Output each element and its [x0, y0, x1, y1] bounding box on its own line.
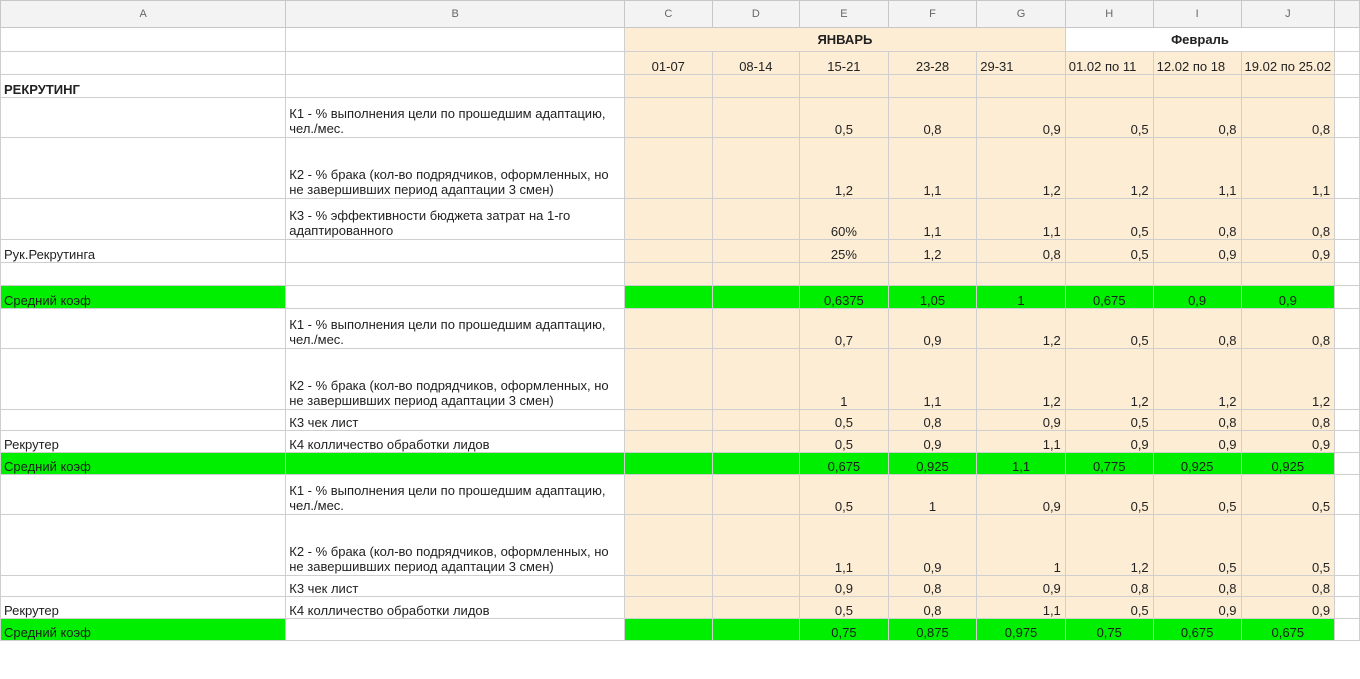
value-cell[interactable]: 0,8 — [1241, 199, 1335, 240]
table-row — [1, 199, 1360, 240]
value-cell[interactable]: 0,8 — [888, 98, 977, 138]
week-header[interactable]: 19.02 по 25.02 — [1241, 52, 1335, 75]
cell[interactable] — [625, 98, 713, 138]
value-cell[interactable]: 0,5 — [1065, 597, 1153, 619]
role-label[interactable]: Рук.Рекрутинга — [1, 240, 286, 263]
value-cell[interactable]: 0,5 — [800, 431, 889, 453]
cell[interactable] — [625, 619, 713, 641]
avg-value[interactable]: 1 — [977, 286, 1066, 309]
value-cell[interactable]: 0,8 — [1241, 410, 1335, 431]
week-header[interactable]: 01-07 — [625, 52, 713, 75]
value-cell[interactable]: 0,5 — [1065, 240, 1153, 263]
value-cell[interactable]: 0,8 — [1065, 576, 1153, 597]
table-row — [1, 475, 1360, 515]
cell[interactable] — [286, 453, 625, 475]
cell[interactable] — [286, 263, 625, 286]
avg-label[interactable]: Средний коэф — [1, 619, 286, 641]
cell[interactable] — [712, 576, 800, 597]
cell[interactable] — [1335, 619, 1360, 641]
avg-value[interactable]: 0,875 — [888, 619, 977, 641]
table-row — [1, 309, 1360, 349]
cell[interactable] — [1335, 576, 1360, 597]
average-row — [1, 286, 1360, 309]
kpi-label[interactable]: К1 - % выполнения цели по прошедшим адаптацию, чел./мес. — [286, 309, 625, 349]
column-header-g[interactable]: G — [977, 1, 1066, 28]
cell[interactable] — [1065, 263, 1153, 286]
cell[interactable] — [712, 199, 800, 240]
kpi-label[interactable]: К3 - % эффективности бюджета затрат на 1-го адаптированного — [286, 199, 625, 240]
avg-value[interactable]: 0,675 — [1065, 286, 1153, 309]
value-cell[interactable]: 0,8 — [1153, 309, 1241, 349]
value-cell[interactable]: 1,1 — [888, 349, 977, 410]
value-cell[interactable]: 0,5 — [1065, 309, 1153, 349]
cell[interactable] — [1335, 28, 1360, 52]
value-cell[interactable]: 0,8 — [1241, 98, 1335, 138]
kpi-label[interactable]: К2 - % брака (кол-во подрядчиков, оформленных, но не завершивших период адаптации 3 смен) — [286, 515, 625, 576]
cell[interactable] — [1, 576, 286, 597]
cell[interactable] — [1, 263, 286, 286]
cell[interactable] — [1, 349, 286, 410]
table-row — [1, 240, 1360, 263]
value-cell[interactable]: 0,8 — [1241, 309, 1335, 349]
kpi-label[interactable]: К4 колличество обработки лидов — [286, 597, 625, 619]
cell[interactable] — [286, 52, 625, 75]
cell[interactable] — [1335, 410, 1360, 431]
value-cell[interactable]: 0,5 — [1065, 410, 1153, 431]
cell[interactable] — [625, 410, 713, 431]
value-cell[interactable]: 0,5 — [1065, 199, 1153, 240]
column-header-d[interactable]: D — [712, 1, 800, 28]
value-cell[interactable]: 1,1 — [977, 597, 1066, 619]
value-cell[interactable]: 0,9 — [888, 309, 977, 349]
value-cell[interactable]: 0,5 — [1241, 515, 1335, 576]
cell[interactable] — [625, 597, 713, 619]
week-header[interactable]: 01.02 по 11 — [1065, 52, 1153, 75]
average-row — [1, 453, 1360, 475]
cell[interactable] — [625, 138, 713, 199]
value-cell[interactable]: 1 — [800, 349, 889, 410]
value-cell[interactable]: 0,5 — [1065, 98, 1153, 138]
role-label[interactable]: Рекрутер — [1, 597, 286, 619]
cell[interactable] — [625, 576, 713, 597]
average-row — [1, 619, 1360, 641]
kpi-label[interactable]: К1 - % выполнения цели по прошедшим адаптацию, чел./мес. — [286, 475, 625, 515]
table-row — [1, 263, 1360, 286]
avg-value[interactable]: 0,75 — [800, 619, 889, 641]
value-cell[interactable]: 1,1 — [1153, 138, 1241, 199]
cell[interactable] — [1335, 597, 1360, 619]
cell[interactable] — [1, 410, 286, 431]
table-row — [1, 410, 1360, 431]
cell[interactable] — [1, 138, 286, 199]
cell[interactable] — [1153, 75, 1241, 98]
cell[interactable] — [625, 475, 713, 515]
value-cell[interactable]: 0,8 — [1153, 576, 1241, 597]
value-cell[interactable]: 1,2 — [977, 349, 1066, 410]
value-cell[interactable]: 1,2 — [1065, 349, 1153, 410]
value-cell[interactable]: 0,8 — [888, 576, 977, 597]
cell[interactable] — [800, 263, 889, 286]
value-cell[interactable]: 0,9 — [1241, 597, 1335, 619]
value-cell[interactable]: 1,2 — [1065, 138, 1153, 199]
value-cell[interactable]: 0,8 — [888, 410, 977, 431]
value-cell[interactable]: 0,9 — [1241, 431, 1335, 453]
cell[interactable] — [1, 309, 286, 349]
value-cell[interactable]: 1,2 — [977, 138, 1066, 199]
value-cell[interactable]: 0,7 — [800, 309, 889, 349]
cell[interactable] — [1335, 138, 1360, 199]
role-label[interactable]: Рекрутер — [1, 431, 286, 453]
cell[interactable] — [1241, 263, 1335, 286]
cell[interactable] — [712, 138, 800, 199]
kpi-label[interactable]: К1 - % выполнения цели по прошедшим адаптацию, чел./мес. — [286, 98, 625, 138]
cell[interactable] — [286, 240, 625, 263]
value-cell[interactable]: 0,9 — [977, 475, 1066, 515]
table-row — [1, 431, 1360, 453]
avg-value[interactable]: 0,675 — [1153, 619, 1241, 641]
value-cell[interactable]: 1,2 — [1065, 515, 1153, 576]
cell[interactable] — [712, 286, 800, 309]
value-cell[interactable]: 0,8 — [888, 597, 977, 619]
cell[interactable] — [712, 410, 800, 431]
cell[interactable] — [286, 75, 625, 98]
value-cell[interactable]: 0,8 — [977, 240, 1066, 263]
cell[interactable] — [625, 263, 713, 286]
column-header-b[interactable]: B — [286, 1, 625, 28]
avg-value[interactable]: 1,05 — [888, 286, 977, 309]
value-cell[interactable]: 1,2 — [1153, 349, 1241, 410]
cell[interactable] — [625, 75, 713, 98]
value-cell[interactable]: 0,9 — [1241, 240, 1335, 263]
week-header[interactable]: 29-31 — [977, 52, 1066, 75]
value-cell[interactable]: 0,9 — [1153, 597, 1241, 619]
avg-value[interactable]: 0,775 — [1065, 453, 1153, 475]
value-cell[interactable]: 0,5 — [1153, 475, 1241, 515]
cell[interactable] — [625, 453, 713, 475]
cell[interactable] — [712, 75, 800, 98]
value-cell[interactable]: 0,9 — [888, 515, 977, 576]
value-cell[interactable]: 0,9 — [1153, 240, 1241, 263]
cell[interactable] — [1, 28, 286, 52]
value-cell[interactable]: 1,1 — [800, 515, 889, 576]
cell[interactable] — [712, 619, 800, 641]
value-cell[interactable]: 1,2 — [977, 309, 1066, 349]
avg-value[interactable]: 0,925 — [888, 453, 977, 475]
cell[interactable] — [1335, 98, 1360, 138]
value-cell[interactable]: 0,8 — [1153, 410, 1241, 431]
value-cell[interactable]: 0,9 — [977, 98, 1066, 138]
month-header-january[interactable]: ЯНВАРЬ — [625, 28, 1066, 52]
value-cell[interactable]: 1 — [888, 475, 977, 515]
week-header[interactable]: 15-21 — [800, 52, 889, 75]
cell[interactable] — [625, 431, 713, 453]
week-header[interactable]: 08-14 — [712, 52, 800, 75]
column-header-c[interactable]: C — [625, 1, 713, 28]
cell[interactable] — [286, 28, 625, 52]
cell[interactable] — [1, 199, 286, 240]
avg-value[interactable]: 0,9 — [1241, 286, 1335, 309]
avg-value[interactable]: 0,675 — [1241, 619, 1335, 641]
avg-value[interactable]: 1,1 — [977, 453, 1066, 475]
value-cell[interactable]: 0,5 — [800, 410, 889, 431]
cell[interactable] — [1335, 240, 1360, 263]
cell[interactable] — [286, 619, 625, 641]
table-row — [1, 98, 1360, 138]
value-cell[interactable]: 0,5 — [800, 597, 889, 619]
column-header-k[interactable] — [1335, 1, 1360, 28]
value-cell[interactable]: 1,2 — [888, 240, 977, 263]
cell[interactable] — [712, 309, 800, 349]
cell[interactable] — [712, 515, 800, 576]
kpi-label[interactable]: К4 колличество обработки лидов — [286, 431, 625, 453]
value-cell[interactable]: 0,9 — [977, 576, 1066, 597]
cell[interactable] — [712, 263, 800, 286]
cell[interactable] — [712, 349, 800, 410]
value-cell[interactable]: 1,1 — [888, 138, 977, 199]
value-cell[interactable]: 1 — [977, 515, 1066, 576]
column-header-h[interactable]: H — [1065, 1, 1153, 28]
value-cell[interactable]: 0,9 — [977, 410, 1066, 431]
value-cell[interactable]: 1,1 — [977, 199, 1066, 240]
avg-label[interactable]: Средний коэф — [1, 286, 286, 309]
table-row — [1, 576, 1360, 597]
cell[interactable] — [800, 75, 889, 98]
value-cell[interactable]: 0,9 — [1153, 431, 1241, 453]
cell[interactable] — [1, 98, 286, 138]
value-cell[interactable]: 0,5 — [1065, 475, 1153, 515]
value-cell[interactable]: 0,9 — [800, 576, 889, 597]
value-cell[interactable]: 0,5 — [1153, 515, 1241, 576]
table-row — [1, 349, 1360, 410]
cell[interactable] — [1335, 52, 1360, 75]
table-row — [1, 138, 1360, 199]
avg-value[interactable]: 0,675 — [800, 453, 889, 475]
cell[interactable] — [1335, 349, 1360, 410]
month-header-february[interactable]: Февраль — [1065, 28, 1334, 52]
cell[interactable] — [712, 453, 800, 475]
value-cell[interactable]: 0,9 — [1065, 431, 1153, 453]
cell[interactable] — [1065, 75, 1153, 98]
cell[interactable] — [286, 286, 625, 309]
cell[interactable] — [1335, 431, 1360, 453]
avg-value[interactable]: 0,75 — [1065, 619, 1153, 641]
avg-value[interactable]: 0,925 — [1241, 453, 1335, 475]
kpi-label[interactable]: К3 чек лист — [286, 576, 625, 597]
value-cell[interactable]: 0,5 — [1241, 475, 1335, 515]
value-cell[interactable]: 60% — [800, 199, 889, 240]
value-cell[interactable]: 1,1 — [1241, 138, 1335, 199]
column-header-e[interactable]: E — [800, 1, 889, 28]
cell[interactable] — [1335, 453, 1360, 475]
avg-value[interactable]: 0,9 — [1153, 286, 1241, 309]
cell[interactable] — [1335, 263, 1360, 286]
value-cell[interactable]: 1,1 — [888, 199, 977, 240]
cell[interactable] — [1335, 515, 1360, 576]
value-cell[interactable]: 0,9 — [888, 431, 977, 453]
value-cell[interactable]: 1,1 — [977, 431, 1066, 453]
cell[interactable] — [712, 475, 800, 515]
cell[interactable] — [1, 52, 286, 75]
value-cell[interactable]: 0,8 — [1153, 98, 1241, 138]
cell[interactable] — [625, 515, 713, 576]
cell[interactable] — [1335, 199, 1360, 240]
cell[interactable] — [625, 240, 713, 263]
value-cell[interactable]: 0,5 — [800, 475, 889, 515]
cell[interactable] — [977, 75, 1066, 98]
cell[interactable] — [625, 349, 713, 410]
table-row — [1, 515, 1360, 576]
cell[interactable] — [888, 75, 977, 98]
week-header[interactable]: 12.02 по 18 — [1153, 52, 1241, 75]
value-cell[interactable]: 1,2 — [1241, 349, 1335, 410]
column-header-f[interactable]: F — [888, 1, 977, 28]
kpi-label[interactable]: К2 - % брака (кол-во подрядчиков, оформленных, но не завершивших период адаптации 3 смен) — [286, 349, 625, 410]
cell[interactable] — [712, 431, 800, 453]
cell[interactable] — [888, 263, 977, 286]
avg-value[interactable]: 0,975 — [977, 619, 1066, 641]
cell[interactable] — [625, 286, 713, 309]
value-cell[interactable]: 1,2 — [800, 138, 889, 199]
column-header-a[interactable]: A — [1, 1, 286, 28]
avg-value[interactable]: 0,925 — [1153, 453, 1241, 475]
cell[interactable] — [1335, 309, 1360, 349]
cell[interactable] — [1, 475, 286, 515]
cell[interactable] — [712, 240, 800, 263]
cell[interactable] — [1, 515, 286, 576]
cell[interactable] — [1335, 75, 1360, 98]
cell[interactable] — [625, 309, 713, 349]
value-cell[interactable]: 25% — [800, 240, 889, 263]
kpi-label[interactable]: К3 чек лист — [286, 410, 625, 431]
column-header-i[interactable]: I — [1153, 1, 1241, 28]
cell[interactable] — [977, 263, 1066, 286]
cell[interactable] — [1335, 286, 1360, 309]
avg-label[interactable]: Средний коэф — [1, 453, 286, 475]
cell[interactable] — [712, 597, 800, 619]
value-cell[interactable]: 0,5 — [800, 98, 889, 138]
kpi-label[interactable]: К2 - % брака (кол-во подрядчиков, оформленных, но не завершивших период адаптации 3 смен) — [286, 138, 625, 199]
cell[interactable] — [1241, 75, 1335, 98]
column-header-j[interactable]: J — [1241, 1, 1335, 28]
table-row — [1, 597, 1360, 619]
avg-value[interactable]: 0,6375 — [800, 286, 889, 309]
cell[interactable] — [625, 199, 713, 240]
week-header[interactable]: 23-28 — [888, 52, 977, 75]
value-cell[interactable]: 0,8 — [1153, 199, 1241, 240]
cell[interactable] — [1335, 475, 1360, 515]
section-title[interactable]: РЕКРУТИНГ — [1, 75, 286, 98]
value-cell[interactable]: 0,8 — [1241, 576, 1335, 597]
cell[interactable] — [1153, 263, 1241, 286]
cell[interactable] — [712, 98, 800, 138]
